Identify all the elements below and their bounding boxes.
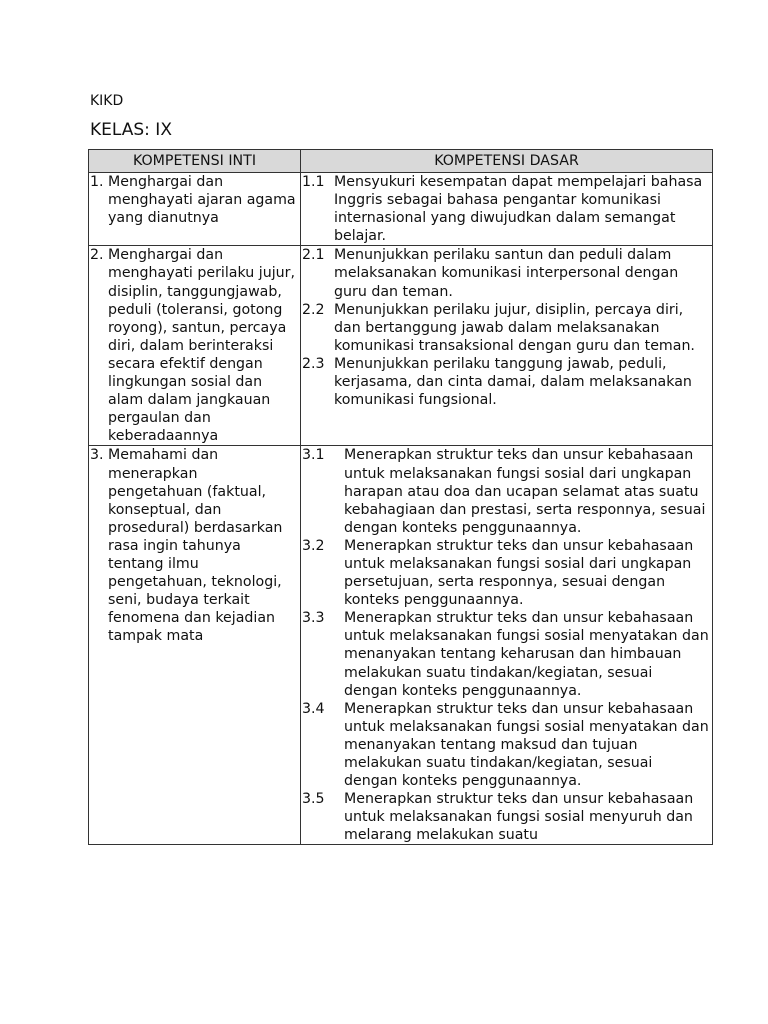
kd-item (301, 446, 712, 536)
ki-item (89, 173, 300, 227)
header-kompetensi-dasar: KOMPETENSI DASAR (301, 150, 713, 173)
kd-number: 1.1 (302, 174, 325, 190)
kd-number: 2.3 (302, 355, 325, 372)
header-kompetensi-inti: KOMPETENSI INTI (89, 150, 301, 173)
kd-cell (301, 446, 713, 845)
document-heading: KIKD (90, 93, 124, 109)
ki-item (89, 246, 300, 445)
kd-cell (301, 173, 713, 246)
kd-item (301, 173, 712, 245)
ki-number: 2. (90, 247, 104, 264)
ki-text: Menghargai dan menghayati ajaran agama yang dianutnya (108, 174, 296, 227)
kd-text: Menerapkan struktur teks dan unsur kebahasaan untuk melaksanakan fungsi sosial dari ungkapan persetujuan, serta responnya, sesuai dengan konteks penggunaannya. (344, 537, 694, 609)
kd-number: 3.3 (302, 610, 325, 627)
kd-text: Menerapkan struktur teks dan unsur kebahasaan untuk melaksanakan fungsi sosial dari ungkapan harapan atau doa dan ucapan selamat atas suatu kebahagiaan dan prestasi, serta responnya, sesuai dengan konteks penggunaannya. (344, 447, 706, 536)
kd-number: 3.2 (302, 537, 325, 554)
table-row (89, 246, 713, 446)
table-row (89, 173, 713, 246)
ki-cell (89, 246, 301, 446)
ki-number: 1. (90, 174, 104, 190)
kd-text: Mensyukuri kesempatan dapat mempelajari bahasa Inggris sebagai bahasa pengantar komunikasi internasional yang diwujudkan dalam semangat belajar. (334, 174, 703, 245)
kd-number: 3.1 (302, 447, 325, 464)
ki-item (89, 446, 300, 645)
class-title: KELAS: IX (90, 120, 172, 140)
kd-text: Menerapkan struktur teks dan unsur kebahasaan untuk melaksanakan fungsi sosial menyuruh dan melarang melakukan suatu (344, 791, 694, 844)
kd-number: 2.1 (302, 247, 325, 264)
kd-number: 3.5 (302, 791, 325, 808)
table-row (89, 446, 713, 845)
kd-item (301, 609, 712, 699)
kd-text: Menunjukkan perilaku tanggung jawab, peduli, kerjasama, dan cinta damai, dalam melaksanakan komunikasi fungsional. (334, 355, 692, 409)
kd-text: Menerapkan struktur teks dan unsur kebahasaan untuk melaksanakan fungsi sosial menyatakan dan menanyakan tentang maksud dan tujuan melakukan suatu tindakan/kegiatan, sesuai dengan konteks penggunaannya. (344, 700, 709, 790)
kd-text: Menunjukkan perilaku santun dan peduli dalam melaksanakan komunikasi interpersonal dengan guru dan teman. (334, 247, 679, 300)
kd-item (301, 301, 712, 355)
kd-item (301, 700, 712, 790)
kd-text: Menunjukkan perilaku jujur, disiplin, percaya diri, dan bertanggung jawab dalam melaksanakan komunikasi transaksional dengan guru dan teman. (334, 301, 695, 354)
ki-cell (89, 173, 301, 246)
ki-cell (89, 446, 301, 845)
kd-item (301, 355, 712, 409)
kd-item (301, 537, 712, 609)
kd-number: 3.4 (302, 700, 325, 717)
ki-text: Memahami dan menerapkan pengetahuan (faktual, konseptual, dan prosedural) berdasarkan rasa ingin tahunya tentang ilmu pengetahuan, teknologi, seni, budaya terkait fenomena dan kejadian tampak mata (108, 447, 283, 645)
table-header-row (89, 150, 713, 173)
kd-number: 2.2 (302, 301, 325, 318)
ki-text: Menghargai dan menghayati perilaku jujur, disiplin, tanggungjawab, peduli (toleransi, gotong royong), santun, percaya diri, dalam berinteraksi secara efektif dengan lingkungan sosial dan alam dalam jangkauan pergaulan dan keberadaannya (108, 247, 295, 445)
kd-cell (301, 246, 713, 446)
kd-item (301, 246, 712, 300)
kd-item (301, 790, 712, 844)
ki-number: 3. (90, 447, 104, 464)
kd-text: Menerapkan struktur teks dan unsur kebahasaan untuk melaksanakan fungsi sosial menyatakan dan menanyakan tentang keharusan dan himbauan melakukan suatu tindakan/kegiatan, sesuai dengan konteks penggunaannya. (344, 610, 709, 699)
competency-table (88, 149, 713, 845)
